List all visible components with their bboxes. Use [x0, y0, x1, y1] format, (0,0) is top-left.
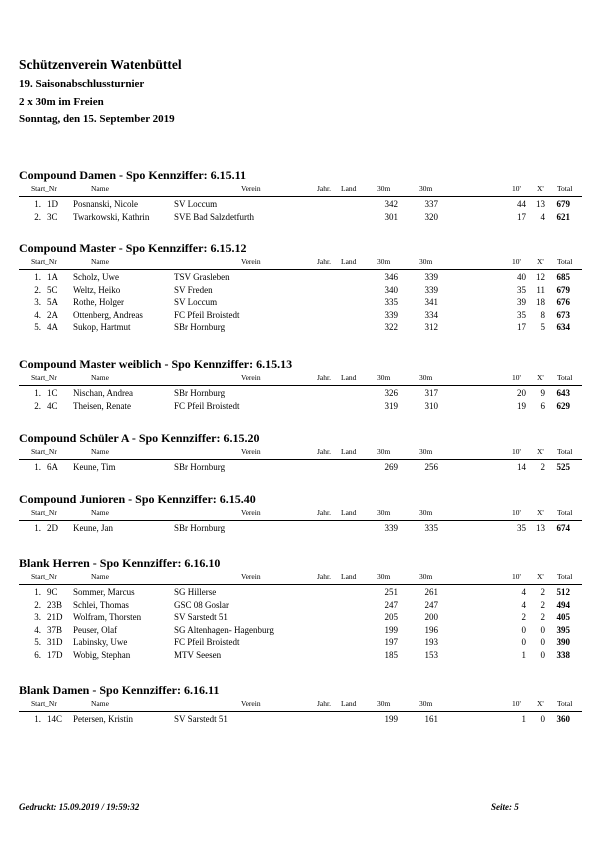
cell-r1: 199: [384, 624, 398, 635]
cell-xs: 18: [536, 297, 545, 307]
cell-club: FC Pfeil Broistedt: [174, 400, 240, 411]
cell-start: 2A: [47, 309, 58, 320]
results-table: [19, 388, 582, 413]
cell-tens: 35: [517, 523, 526, 533]
header-divider: [19, 196, 582, 197]
column-header-r2: 30m: [419, 373, 433, 382]
column-header-r2: 30m: [419, 257, 433, 266]
cell-rank: 2.: [34, 284, 41, 295]
column-header-land: Land: [341, 572, 357, 581]
table-row: [19, 587, 582, 600]
cell-rank: 1.: [34, 272, 41, 282]
column-header-jahr: Jahr.: [317, 699, 331, 708]
column-header-xs: X': [537, 447, 544, 456]
table-row: [19, 523, 582, 536]
cell-xs: 2: [540, 612, 545, 622]
cell-r2: 200: [424, 612, 438, 622]
column-header-tens: 10': [512, 508, 521, 517]
section-title: Compound Junioren - Spo Kennziffer: 6.15.40: [19, 492, 256, 506]
cell-name: Scholz, Uwe: [73, 272, 119, 282]
cell-club: FC Pfeil Broistedt: [174, 309, 240, 320]
cell-start: 31D: [47, 637, 63, 647]
table-row: [19, 212, 582, 225]
cell-total: 621: [556, 211, 570, 222]
results-table: [19, 587, 582, 662]
cell-r2: 339: [424, 284, 438, 295]
column-header-name: Name: [91, 508, 109, 517]
column-header-verein: Verein: [241, 699, 261, 708]
column-header-total: Total: [557, 572, 573, 581]
cell-xs: 0: [540, 714, 545, 724]
column-header-start-nr: Start_Nr: [31, 699, 57, 708]
cell-start: 3C: [47, 211, 58, 222]
table-row: [19, 612, 582, 625]
cell-rank: 1.: [34, 462, 41, 472]
cell-total: 643: [556, 388, 570, 398]
column-header-tens: 10': [512, 572, 521, 581]
cell-r1: 340: [384, 284, 398, 295]
table-row: [19, 600, 582, 613]
cell-tens: 14: [517, 462, 526, 472]
cell-tens: 20: [517, 388, 526, 398]
column-header-start-nr: Start_Nr: [31, 508, 57, 517]
cell-r1: 319: [384, 400, 398, 411]
column-header-total: Total: [557, 699, 573, 708]
cell-start: 1A: [47, 272, 58, 282]
cell-name: Rothe, Holger: [73, 297, 124, 307]
cell-start: 17D: [47, 649, 63, 660]
cell-rank: 6.: [34, 649, 41, 660]
cell-rank: 1.: [34, 714, 41, 724]
column-header-total: Total: [557, 373, 573, 382]
column-header-total: Total: [557, 184, 573, 193]
cell-r1: 339: [384, 309, 398, 320]
cell-r2: 256: [424, 462, 438, 472]
cell-xs: 4: [540, 211, 545, 222]
column-header-r1: 30m: [377, 508, 391, 517]
column-header-jahr: Jahr.: [317, 257, 331, 266]
print-timestamp: Gedruckt: 15.09.2019 / 19:59:32: [19, 802, 140, 812]
page-number: Seite: 5: [491, 802, 519, 812]
column-header-verein: Verein: [241, 447, 261, 456]
column-header-verein: Verein: [241, 373, 261, 382]
cell-r2: 310: [424, 400, 438, 411]
column-header-name: Name: [91, 699, 109, 708]
event-format: 2 x 30m im Freien: [19, 96, 104, 108]
header-divider: [19, 385, 582, 386]
cell-r1: 185: [384, 649, 398, 660]
cell-name: Weltz, Heiko: [73, 284, 121, 295]
column-header-total: Total: [557, 508, 573, 517]
column-header-tens: 10': [512, 699, 521, 708]
results-table: [19, 523, 582, 536]
cell-total: 512: [556, 587, 570, 597]
table-row: [19, 637, 582, 650]
column-header-r2: 30m: [419, 699, 433, 708]
cell-xs: 8: [540, 309, 545, 320]
cell-name: Petersen, Kristin: [73, 714, 133, 724]
table-row: [19, 625, 582, 638]
cell-total: 679: [556, 284, 570, 295]
cell-club: SV Freden: [174, 284, 213, 295]
column-header-tens: 10': [512, 373, 521, 382]
cell-club: TSV Grasleben: [174, 272, 230, 282]
table-row: [19, 650, 582, 663]
column-header-row: [19, 572, 582, 583]
cell-total: 494: [556, 599, 570, 610]
cell-start: 2D: [47, 523, 58, 533]
cell-rank: 1.: [34, 199, 41, 209]
cell-r2: 339: [424, 272, 438, 282]
cell-xs: 0: [540, 637, 545, 647]
cell-club: SV Sarstedt 51: [174, 714, 228, 724]
column-header-name: Name: [91, 373, 109, 382]
cell-start: 37B: [47, 624, 63, 635]
table-row: [19, 388, 582, 401]
section-title: Blank Herren - Spo Kennziffer: 6.16.10: [19, 556, 221, 570]
cell-start: 14C: [47, 714, 63, 724]
cell-r2: 247: [424, 599, 438, 610]
column-header-start-nr: Start_Nr: [31, 447, 57, 456]
section-title: Compound Master - Spo Kennziffer: 6.15.12: [19, 241, 247, 255]
cell-xs: 2: [540, 587, 545, 597]
column-header-r1: 30m: [377, 373, 391, 382]
cell-r1: 197: [384, 637, 398, 647]
column-header-jahr: Jahr.: [317, 373, 331, 382]
header-divider: [19, 711, 582, 712]
cell-name: Keune, Tim: [73, 462, 116, 472]
column-header-r2: 30m: [419, 447, 433, 456]
cell-name: Sommer, Marcus: [73, 587, 135, 597]
cell-xs: 11: [536, 284, 545, 295]
results-table: [19, 199, 582, 224]
column-header-verein: Verein: [241, 184, 261, 193]
cell-total: 629: [556, 400, 570, 411]
column-header-land: Land: [341, 257, 357, 266]
cell-tens: 39: [517, 297, 526, 307]
column-header-land: Land: [341, 699, 357, 708]
cell-r2: 161: [424, 714, 438, 724]
cell-r2: 317: [424, 388, 438, 398]
column-header-xs: X': [537, 699, 544, 708]
column-header-start-nr: Start_Nr: [31, 184, 57, 193]
column-header-r1: 30m: [377, 447, 391, 456]
cell-club: SV Loccum: [174, 199, 218, 209]
section-title: Compound Master weiblich - Spo Kennziffer: 6.15.13: [19, 357, 293, 371]
cell-r2: 335: [424, 523, 438, 533]
cell-r1: 322: [384, 322, 398, 332]
column-header-tens: 10': [512, 447, 521, 456]
cell-xs: 6: [540, 400, 545, 411]
column-header-name: Name: [91, 572, 109, 581]
column-header-jahr: Jahr.: [317, 184, 331, 193]
cell-name: Wobig, Stephan: [73, 649, 131, 660]
table-row: [19, 199, 582, 212]
cell-club: SG Altenhagen- Hagenburg: [174, 624, 274, 635]
cell-rank: 1.: [34, 523, 41, 533]
cell-xs: 0: [540, 649, 545, 660]
cell-tens: 35: [517, 284, 526, 295]
header-divider: [19, 269, 582, 270]
cell-r1: 199: [384, 714, 398, 724]
column-header-row: [19, 508, 582, 519]
column-header-row: [19, 447, 582, 458]
cell-tens: 1: [521, 649, 526, 660]
cell-club: GSC 08 Goslar: [174, 599, 230, 610]
column-header-start-nr: Start_Nr: [31, 257, 57, 266]
cell-name: Twarkowski, Kathrin: [73, 211, 150, 222]
cell-name: Ottenberg, Andreas: [73, 309, 143, 320]
column-header-start-nr: Start_Nr: [31, 572, 57, 581]
cell-club: SG Hillerse: [174, 587, 217, 597]
column-header-xs: X': [537, 373, 544, 382]
column-header-row: [19, 184, 582, 195]
cell-name: Wolfram, Thorsten: [73, 612, 142, 622]
cell-r1: 269: [384, 462, 398, 472]
cell-tens: 0: [521, 637, 526, 647]
results-table: [19, 714, 582, 727]
cell-rank: 3.: [34, 612, 41, 622]
column-header-land: Land: [341, 373, 357, 382]
cell-rank: 1.: [34, 587, 41, 597]
cell-rank: 2.: [34, 211, 41, 222]
column-header-row: [19, 699, 582, 710]
cell-r1: 205: [384, 612, 398, 622]
column-header-name: Name: [91, 184, 109, 193]
cell-rank: 5.: [34, 322, 41, 332]
cell-start: 6A: [47, 462, 58, 472]
header-divider: [19, 584, 582, 585]
cell-club: SBr Hornburg: [174, 388, 226, 398]
cell-rank: 4.: [34, 624, 41, 635]
cell-rank: 5.: [34, 637, 41, 647]
column-header-tens: 10': [512, 184, 521, 193]
table-row: [19, 401, 582, 414]
cell-tens: 0: [521, 624, 526, 635]
cell-xs: 9: [540, 388, 545, 398]
cell-r2: 334: [424, 309, 438, 320]
cell-xs: 13: [536, 523, 545, 533]
cell-tens: 40: [517, 272, 526, 282]
cell-start: 1C: [47, 388, 58, 398]
section-title: Compound Damen - Spo Kennziffer: 6.15.11: [19, 168, 247, 182]
cell-total: 525: [556, 462, 570, 472]
cell-club: SBr Hornburg: [174, 322, 226, 332]
column-header-verein: Verein: [241, 508, 261, 517]
cell-r1: 251: [384, 587, 398, 597]
column-header-name: Name: [91, 257, 109, 266]
cell-rank: 1.: [34, 388, 41, 398]
cell-name: Schlei, Thomas: [73, 599, 129, 610]
cell-tens: 35: [517, 309, 526, 320]
cell-total: 676: [556, 297, 570, 307]
cell-start: 5C: [47, 284, 58, 295]
column-header-name: Name: [91, 447, 109, 456]
section-title: Compound Schüler A - Spo Kennziffer: 6.15.20: [19, 431, 260, 445]
column-header-xs: X': [537, 184, 544, 193]
cell-name: Nischan, Andrea: [73, 388, 133, 398]
cell-r1: 339: [384, 523, 398, 533]
cell-tens: 1: [521, 714, 526, 724]
cell-club: SBr Hornburg: [174, 523, 226, 533]
cell-start: 23B: [47, 599, 63, 610]
column-header-jahr: Jahr.: [317, 572, 331, 581]
cell-r1: 301: [384, 211, 398, 222]
cell-total: 674: [556, 523, 570, 533]
column-header-r1: 30m: [377, 572, 391, 581]
table-row: [19, 272, 582, 285]
column-header-r2: 30m: [419, 572, 433, 581]
table-row: [19, 297, 582, 310]
column-header-verein: Verein: [241, 572, 261, 581]
cell-name: Labinsky, Uwe: [73, 637, 128, 647]
cell-r2: 320: [424, 211, 438, 222]
cell-club: SBr Hornburg: [174, 462, 226, 472]
results-table: [19, 272, 582, 335]
cell-club: SVE Bad Salzdetfurth: [174, 211, 254, 222]
cell-xs: 5: [540, 322, 545, 332]
cell-xs: 0: [540, 624, 545, 635]
cell-total: 679: [556, 199, 570, 209]
table-row: [19, 714, 582, 727]
cell-name: Theisen, Renate: [73, 400, 131, 411]
column-header-tens: 10': [512, 257, 521, 266]
cell-total: 395: [556, 624, 570, 635]
cell-r2: 312: [424, 322, 438, 332]
header-divider: [19, 520, 582, 521]
cell-tens: 4: [521, 599, 526, 610]
column-header-row: [19, 373, 582, 384]
cell-xs: 12: [536, 272, 545, 282]
cell-r1: 335: [384, 297, 398, 307]
event-date: Sonntag, den 15. September 2019: [19, 113, 175, 125]
cell-total: 360: [556, 714, 570, 724]
column-header-r2: 30m: [419, 184, 433, 193]
column-header-jahr: Jahr.: [317, 508, 331, 517]
cell-rank: 4.: [34, 309, 41, 320]
cell-club: SV Loccum: [174, 297, 218, 307]
cell-r2: 337: [424, 199, 438, 209]
cell-total: 405: [556, 612, 570, 622]
results-table: [19, 462, 582, 475]
column-header-row: [19, 257, 582, 268]
cell-r1: 346: [384, 272, 398, 282]
cell-start: 4C: [47, 400, 58, 411]
cell-tens: 17: [517, 322, 526, 332]
column-header-land: Land: [341, 447, 357, 456]
cell-xs: 13: [536, 199, 545, 209]
cell-start: 9C: [47, 587, 58, 597]
club-name: Schützenverein Watenbüttel: [19, 57, 182, 72]
cell-start: 5A: [47, 297, 58, 307]
cell-xs: 2: [540, 462, 545, 472]
cell-rank: 2.: [34, 599, 41, 610]
column-header-land: Land: [341, 508, 357, 517]
table-row: [19, 322, 582, 335]
cell-name: Peuser, Olaf: [73, 624, 118, 635]
cell-start: 4A: [47, 322, 58, 332]
section-title: Blank Damen - Spo Kennziffer: 6.16.11: [19, 683, 220, 697]
table-row: [19, 310, 582, 323]
cell-total: 634: [556, 322, 570, 332]
column-header-r2: 30m: [419, 508, 433, 517]
cell-total: 685: [556, 272, 570, 282]
cell-r2: 196: [424, 624, 438, 635]
column-header-xs: X': [537, 572, 544, 581]
cell-tens: 17: [517, 211, 526, 222]
cell-tens: 19: [517, 400, 526, 411]
cell-r1: 342: [384, 199, 398, 209]
cell-r2: 153: [424, 649, 438, 660]
column-header-xs: X': [537, 508, 544, 517]
cell-xs: 2: [540, 599, 545, 610]
cell-club: SV Sarstedt 51: [174, 612, 228, 622]
cell-r2: 341: [424, 297, 438, 307]
header-divider: [19, 459, 582, 460]
cell-tens: 44: [517, 199, 526, 209]
cell-r1: 326: [384, 388, 398, 398]
cell-name: Posnanski, Nicole: [73, 199, 138, 209]
cell-name: Sukop, Hartmut: [73, 322, 131, 332]
column-header-total: Total: [557, 447, 573, 456]
column-header-r1: 30m: [377, 184, 391, 193]
column-header-jahr: Jahr.: [317, 447, 331, 456]
cell-rank: 3.: [34, 297, 41, 307]
column-header-r1: 30m: [377, 257, 391, 266]
cell-total: 673: [556, 309, 570, 320]
cell-start: 1D: [47, 199, 58, 209]
column-header-total: Total: [557, 257, 573, 266]
cell-start: 21D: [47, 612, 63, 622]
column-header-xs: X': [537, 257, 544, 266]
cell-total: 338: [556, 649, 570, 660]
column-header-start-nr: Start_Nr: [31, 373, 57, 382]
table-row: [19, 285, 582, 298]
event-name: 19. Saisonabschlussturnier: [19, 78, 145, 90]
cell-tens: 2: [521, 612, 526, 622]
column-header-verein: Verein: [241, 257, 261, 266]
cell-name: Keune, Jan: [73, 523, 113, 533]
table-row: [19, 462, 582, 475]
cell-r1: 247: [384, 599, 398, 610]
cell-r2: 193: [424, 637, 438, 647]
cell-club: MTV Seesen: [174, 649, 222, 660]
cell-rank: 2.: [34, 400, 41, 411]
cell-club: FC Pfeil Broistedt: [174, 637, 240, 647]
column-header-r1: 30m: [377, 699, 391, 708]
cell-r2: 261: [424, 587, 438, 597]
cell-total: 390: [556, 637, 570, 647]
column-header-land: Land: [341, 184, 357, 193]
cell-tens: 4: [521, 587, 526, 597]
